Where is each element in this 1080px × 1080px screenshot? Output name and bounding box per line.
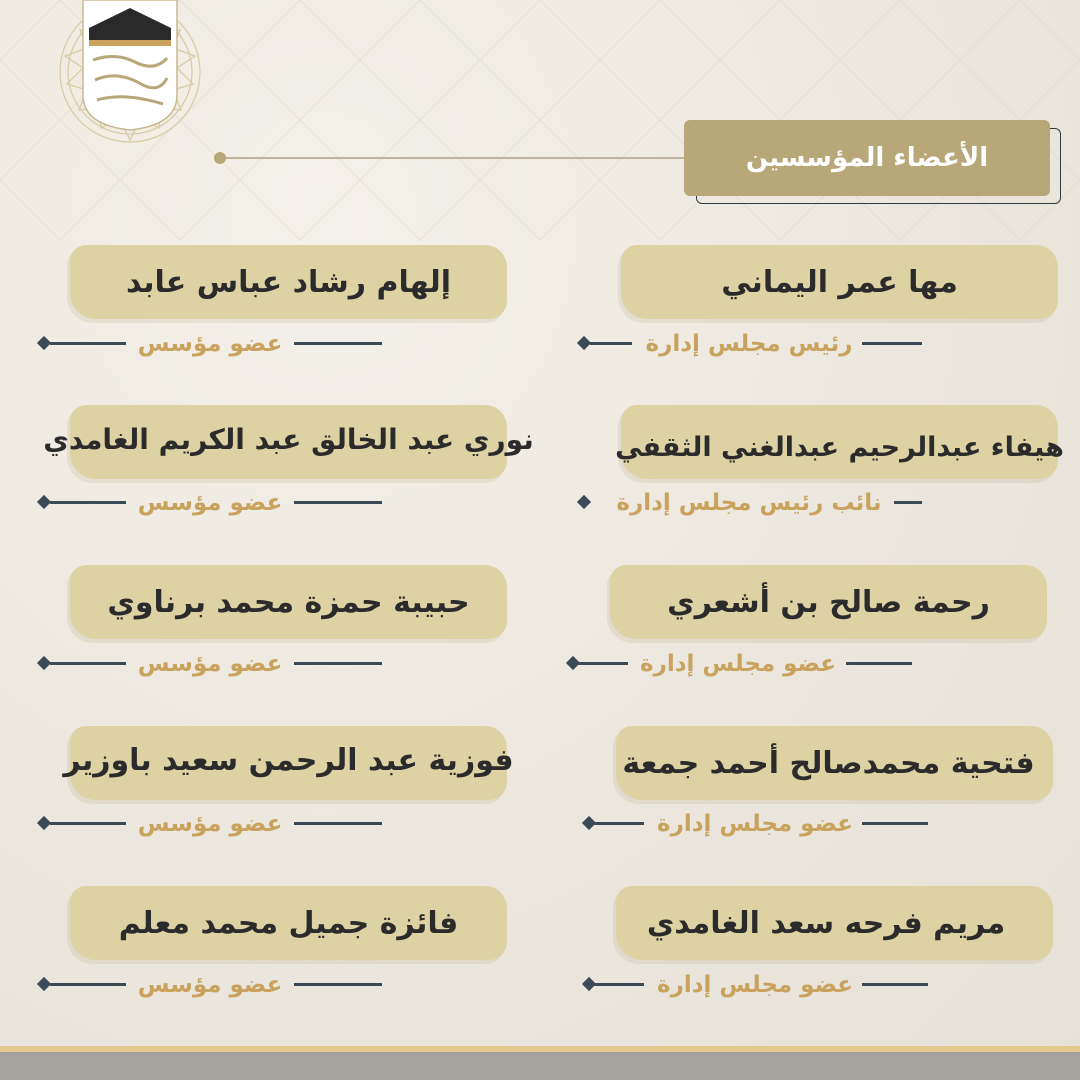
member-name: فائزة جميل محمد معلم xyxy=(118,905,459,941)
member-role: رئيس مجلس إدارة xyxy=(645,331,853,357)
page-title: الأعضاء المؤسسين xyxy=(745,143,989,173)
member-name: إلهام رشاد عباس عابد xyxy=(125,264,452,300)
member-role: عضو مؤسس xyxy=(137,651,283,677)
role-rule-left xyxy=(578,662,628,665)
member-name: مها عمر اليماني xyxy=(721,264,958,300)
role-rule-left xyxy=(50,342,126,345)
diamond-marker xyxy=(37,816,51,830)
footer-gray-band xyxy=(0,1052,1080,1080)
diamond-marker xyxy=(37,495,51,509)
role-rule-left xyxy=(594,822,644,825)
diamond-marker xyxy=(577,336,591,350)
diamond-marker xyxy=(37,336,51,350)
member-role: عضو مجلس إدارة xyxy=(657,972,853,998)
role-rule-right xyxy=(294,662,382,665)
member-role: عضو مجلس إدارة xyxy=(657,811,853,837)
role-rule-right xyxy=(846,662,912,665)
diamond-marker xyxy=(37,977,51,991)
role-rule-right xyxy=(894,501,922,504)
diamond-marker xyxy=(577,495,591,509)
role-rule-right xyxy=(862,342,922,345)
role-rule-left xyxy=(590,342,632,345)
role-rule-left xyxy=(594,983,644,986)
role-rule-right xyxy=(294,501,382,504)
role-rule-right xyxy=(294,822,382,825)
member-role: عضو مؤسس xyxy=(137,811,283,837)
member-name: هيفاء عبدالرحيم عبدالغني الثقفي xyxy=(615,431,1064,463)
member-role: عضو مؤسس xyxy=(137,972,283,998)
role-rule-right xyxy=(294,342,382,345)
member-role: عضو مؤسس xyxy=(137,490,283,516)
title-connector-line xyxy=(222,157,684,159)
role-rule-left xyxy=(50,501,126,504)
role-rule-right xyxy=(862,983,928,986)
role-rule-right xyxy=(862,822,928,825)
title-connector-dot xyxy=(214,152,226,164)
member-name: نوري عبد الخالق عبد الكريم الغامدي xyxy=(43,422,534,456)
role-rule-right xyxy=(294,983,382,986)
member-name: فتحية محمدصالح أحمد جمعة xyxy=(622,745,1035,781)
diamond-marker xyxy=(582,816,596,830)
member-role: عضو مؤسس xyxy=(137,331,283,357)
member-name: مريم فرحه سعد الغامدي xyxy=(646,905,1006,941)
role-rule-left xyxy=(50,983,126,986)
member-role: عضو مجلس إدارة xyxy=(640,651,836,677)
diamond-marker xyxy=(582,977,596,991)
role-rule-left xyxy=(50,662,126,665)
member-role: نائب رئيس مجلس إدارة xyxy=(616,490,882,516)
member-name: رحمة صالح بن أشعري xyxy=(667,584,990,620)
kaaba-logo-icon xyxy=(55,0,205,150)
member-name: حبيبة حمزة محمد برناوي xyxy=(107,584,470,620)
role-rule-left xyxy=(50,822,126,825)
member-name: فوزية عبد الرحمن سعيد باوزير xyxy=(63,742,514,778)
diamond-marker xyxy=(566,656,580,670)
diamond-marker xyxy=(37,656,51,670)
